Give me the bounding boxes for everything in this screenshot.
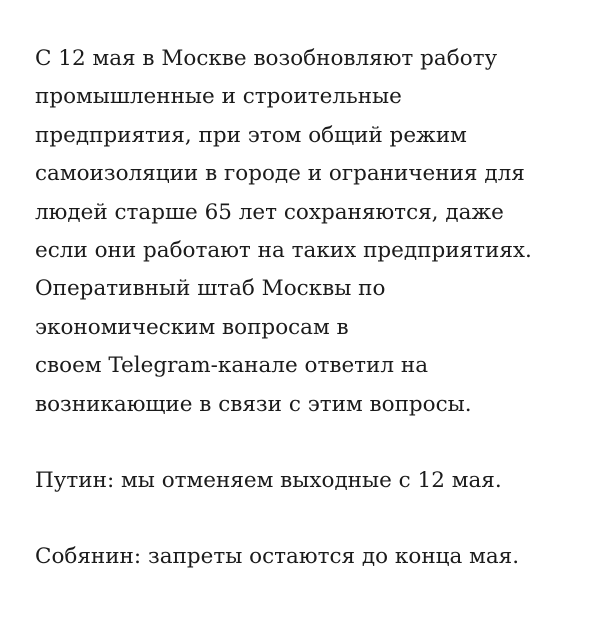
paragraph-line: экономическим вопросам в	[35, 314, 349, 340]
paragraph-line: своем Telegram-канале ответил на	[35, 353, 429, 379]
paragraph-line: если они работают на таких предприятиях.	[35, 238, 532, 264]
paragraph-line: промышленные и строительные	[35, 84, 402, 110]
paragraph-line: предприятия, при этом общий режим	[35, 122, 467, 148]
paragraph-spacer	[35, 424, 580, 462]
paragraph-line: Оперативный штаб Москвы по	[35, 276, 386, 302]
paragraph-line: возникающие в связи с этим вопросы.	[35, 391, 472, 417]
paragraph-line: людей старше 65 лет сохраняются, даже	[35, 199, 504, 225]
paragraph-line: самоизоляции в городе и ограничения для	[35, 161, 525, 187]
putin-quote: Путин: мы отменяем выходные с 12 мая.	[35, 468, 502, 494]
paragraph-line: С 12 мая в Москве возобновляют работу	[35, 46, 498, 71]
intro-paragraph	[35, 40, 580, 424]
paragraph-spacer	[35, 500, 580, 538]
article-body	[35, 40, 580, 577]
sobyanin-quote: Собянин: запреты остаются до конца мая.	[35, 544, 520, 570]
